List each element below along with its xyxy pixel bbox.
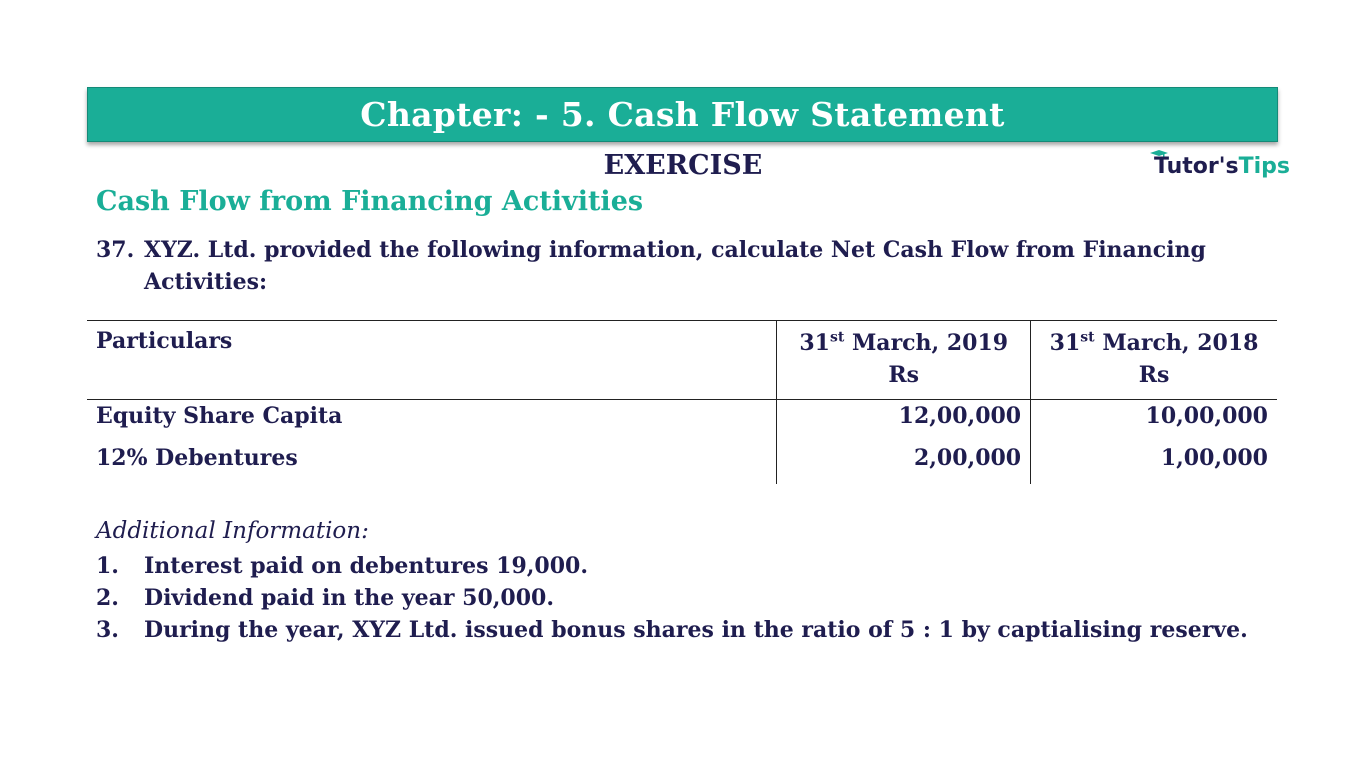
list-item-number: 1.: [96, 553, 119, 579]
exercise-label: EXERCISE: [603, 150, 763, 181]
list-item-text: During the year, XYZ Ltd. issued bonus shares in the ratio of 5 : 1 by captialising reserve.: [144, 617, 1248, 643]
header-2019-date: March, 2019: [844, 330, 1009, 356]
table-header-row: [87, 321, 1277, 400]
chapter-banner: [87, 87, 1278, 142]
row-particular: Equity Share Capita: [96, 403, 343, 429]
list-item-text: Interest paid on debentures 19,000.: [144, 553, 589, 579]
tutors-tips-logo: [1150, 150, 1290, 186]
additional-info-label: Additional Information:: [96, 518, 369, 544]
logo-text-tutors: Tutor's: [1154, 154, 1239, 179]
chapter-title: Chapter: - 5. Cash Flow Statement: [360, 95, 1005, 134]
header-2019-unit: Rs: [888, 362, 920, 388]
list-item-number: 3.: [96, 617, 119, 643]
row-value-2018: 10,00,000: [1031, 400, 1277, 443]
header-2018-unit: Rs: [1138, 362, 1170, 388]
question-number: 37.: [96, 237, 135, 263]
header-2019-sup: st: [829, 329, 845, 346]
section-title: Cash Flow from Financing Activities: [96, 186, 644, 217]
header-2018: [1031, 321, 1277, 400]
table-row: [87, 442, 1277, 484]
table-row: [87, 400, 1277, 443]
header-particulars: Particulars: [87, 321, 777, 400]
header-2019: [777, 321, 1031, 400]
header-2018-date: March, 2018: [1094, 330, 1259, 356]
row-value-2019: 2,00,000: [777, 442, 1031, 484]
row-value-2019: 12,00,000: [777, 400, 1031, 443]
list-item-number: 2.: [96, 585, 119, 611]
data-table: [87, 320, 1277, 484]
question-text: XYZ. Ltd. provided the following information, calculate Net Cash Flow from Financing Activities:: [144, 237, 1206, 295]
list-item-text: Dividend paid in the year 50,000.: [144, 585, 554, 611]
header-2018-sup: st: [1080, 329, 1095, 346]
row-value-2018: 1,00,000: [1031, 442, 1277, 484]
question: [96, 234, 1226, 298]
header-2018-day: 31: [1049, 330, 1081, 356]
logo-text-tips: Tips: [1238, 154, 1290, 179]
row-particular: 12% Debentures: [96, 445, 298, 471]
header-2019-day: 31: [799, 330, 830, 356]
